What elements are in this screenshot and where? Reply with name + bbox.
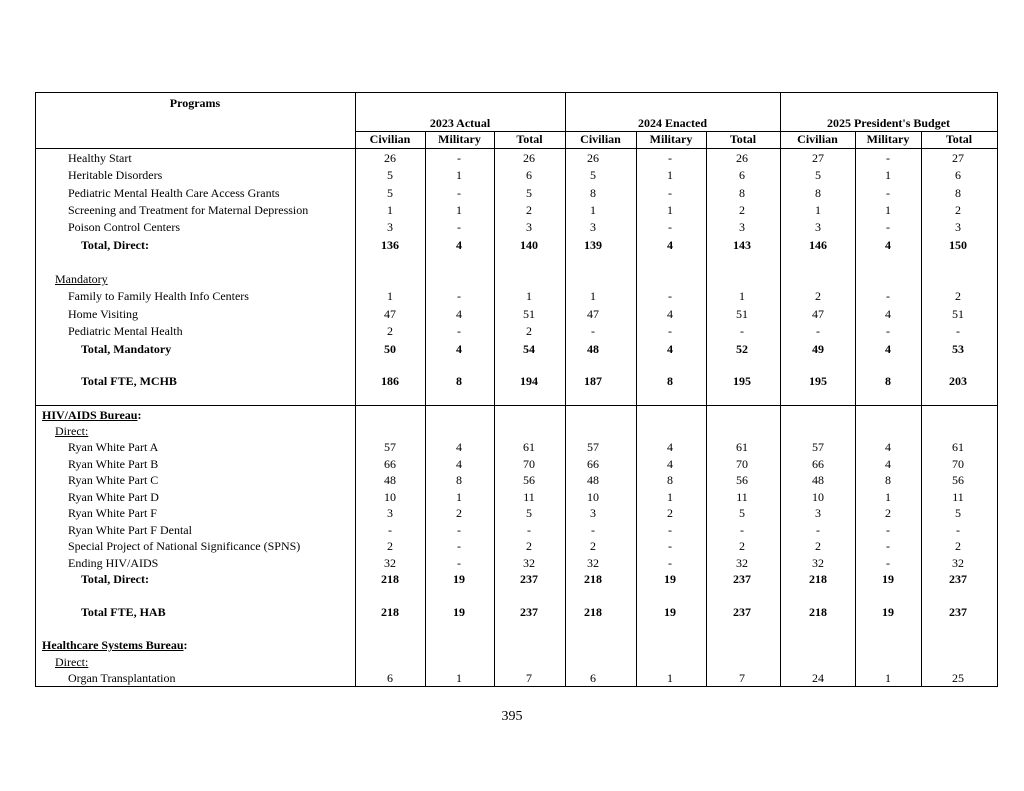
table-cell: 8 <box>885 374 891 388</box>
table-cell: 6 <box>526 168 532 182</box>
table-cell: 3 <box>815 506 821 520</box>
table-cell: - <box>956 523 960 537</box>
table-cell: 1 <box>526 289 532 303</box>
table-cell: 2 <box>387 539 393 553</box>
table-cell: 51 <box>736 307 748 321</box>
table-cell: 61 <box>523 440 535 454</box>
table-cell: - <box>668 523 672 537</box>
table-cell: 5 <box>815 168 821 182</box>
table-cell: - <box>457 151 461 165</box>
table-cell: 10 <box>812 490 824 504</box>
table-cell: 7 <box>526 671 532 685</box>
table-cell: 4 <box>667 307 673 321</box>
table-cell: - <box>816 523 820 537</box>
table-cell: 7 <box>739 671 745 685</box>
section-separator-rule <box>35 405 997 406</box>
table-cell: 8 <box>456 374 462 388</box>
table-cell: 48 <box>812 473 824 487</box>
table-cell: 4 <box>456 342 462 356</box>
table-cell: 4 <box>885 457 891 471</box>
table-cell: 1 <box>885 671 891 685</box>
table-border-left <box>35 92 36 686</box>
table-cell: 237 <box>949 605 967 619</box>
bureau-heading: Healthcare Systems Bureau: <box>42 638 188 652</box>
table-cell: 1 <box>885 168 891 182</box>
table-cell: 4 <box>885 307 891 321</box>
table-cell: 48 <box>587 473 599 487</box>
table-cell: 2 <box>739 539 745 553</box>
table-cell: 3 <box>739 220 745 234</box>
table-cell: 4 <box>667 238 673 252</box>
table-cell: 1 <box>456 671 462 685</box>
group-header: 2023 Actual <box>429 116 491 130</box>
table-cell: 2 <box>955 203 961 217</box>
table-cell: 6 <box>739 168 745 182</box>
table-cell: 3 <box>955 220 961 234</box>
table-cell: 8 <box>885 473 891 487</box>
section-label: Mandatory <box>55 272 108 286</box>
bureau-name: Healthcare Systems Bureau <box>42 638 184 652</box>
table-cell: 19 <box>664 572 676 586</box>
table-cell: 27 <box>952 151 964 165</box>
subcolumn-header: Civilian <box>797 132 838 146</box>
table-border-right <box>997 92 998 686</box>
group-divider-1 <box>565 92 566 686</box>
table-cell: 1 <box>590 289 596 303</box>
table-cell: 1 <box>387 289 393 303</box>
table-cell: 26 <box>587 151 599 165</box>
table-cell: 1 <box>885 203 891 217</box>
table-cell: 3 <box>815 220 821 234</box>
row-label: Poison Control Centers <box>68 220 181 234</box>
table-cell: 1 <box>387 203 393 217</box>
bureau-heading: HIV/AIDS Bureau: <box>42 408 142 422</box>
table-cell: - <box>668 539 672 553</box>
table-cell: - <box>457 289 461 303</box>
table-cell: 218 <box>584 572 602 586</box>
section-label: Direct: <box>55 655 89 669</box>
row-label: Pediatric Mental Health Care Access Grants <box>68 186 280 200</box>
table-cell: - <box>388 523 392 537</box>
table-cell: 3 <box>590 506 596 520</box>
table-cell: 237 <box>520 572 538 586</box>
table-cell: 1 <box>456 490 462 504</box>
table-cell: 50 <box>384 342 396 356</box>
table-cell: - <box>527 523 531 537</box>
row-label: Ryan White Part F <box>68 506 157 520</box>
table-cell: 218 <box>809 572 827 586</box>
table-cell: - <box>886 289 890 303</box>
table-cell: 4 <box>456 440 462 454</box>
subcolumn-header: Civilian <box>369 132 411 146</box>
table-cell: 5 <box>739 506 745 520</box>
table-cell: 1 <box>885 490 891 504</box>
header-bottom-rule <box>35 148 997 149</box>
table-cell: - <box>886 523 890 537</box>
table-cell: 19 <box>453 605 465 619</box>
table-cell: 143 <box>733 238 751 252</box>
table-cell: 8 <box>667 374 673 388</box>
table-cell: 32 <box>523 556 535 570</box>
table-cell: 19 <box>664 605 676 619</box>
table-cell: 237 <box>949 572 967 586</box>
table-cell: 8 <box>590 186 596 200</box>
table-cell: - <box>591 523 595 537</box>
table-cell: 4 <box>456 307 462 321</box>
subcolumn-header: Total <box>945 132 973 146</box>
table-cell: 25 <box>952 671 964 685</box>
table-cell: 57 <box>812 440 824 454</box>
table-cell: 49 <box>812 342 824 356</box>
column-divider-0 <box>425 131 426 686</box>
table-cell: - <box>886 556 890 570</box>
column-divider-2 <box>636 131 637 686</box>
table-cell: 1 <box>590 203 596 217</box>
table-cell: 195 <box>809 374 827 388</box>
table-cell: 203 <box>949 374 967 388</box>
table-cell: - <box>591 324 595 338</box>
table-cell: 2 <box>387 324 393 338</box>
table-cell: 66 <box>384 457 396 471</box>
table-cell: 11 <box>523 490 535 504</box>
table-cell: 2 <box>739 203 745 217</box>
table-cell: 3 <box>387 506 393 520</box>
table-cell: 26 <box>384 151 396 165</box>
table-cell: 1 <box>667 168 673 182</box>
row-label: Total, Direct: <box>81 238 149 252</box>
group-divider-0 <box>355 92 356 686</box>
table-cell: 139 <box>584 238 602 252</box>
table-cell: - <box>668 556 672 570</box>
table-cell: 1 <box>667 671 673 685</box>
subcolumn-header: Military <box>866 132 910 146</box>
table-cell: 5 <box>387 168 393 182</box>
table-cell: 19 <box>882 572 894 586</box>
table-cell: 8 <box>667 473 673 487</box>
table-cell: 24 <box>812 671 824 685</box>
table-cell: 2 <box>885 506 891 520</box>
table-cell: 51 <box>523 307 535 321</box>
table-cell: 140 <box>520 238 538 252</box>
table-cell: 5 <box>526 506 532 520</box>
table-cell: - <box>668 151 672 165</box>
table-cell: 70 <box>523 457 535 471</box>
table-cell: 2 <box>815 289 821 303</box>
row-label: Ryan White Part A <box>68 440 159 454</box>
table-cell: 1 <box>667 490 673 504</box>
page-number: 395 <box>501 709 523 724</box>
table-cell: 218 <box>381 572 399 586</box>
table-cell: 26 <box>736 151 748 165</box>
row-label: Special Project of National Significance (SPNS) <box>68 539 301 553</box>
group-header: 2025 President's Budget <box>826 116 951 130</box>
row-label: Ryan White Part B <box>68 457 159 471</box>
table-cell: - <box>457 186 461 200</box>
table-cell: 2 <box>526 203 532 217</box>
row-label: Total, Direct: <box>81 572 149 586</box>
table-cell: 150 <box>949 238 967 252</box>
subcolumn-header: Military <box>438 132 481 146</box>
table-cell: 3 <box>590 220 596 234</box>
row-label: Ryan White Part C <box>68 473 159 487</box>
table-cell: - <box>740 523 744 537</box>
table-cell: 1 <box>456 203 462 217</box>
table-cell: 3 <box>526 220 532 234</box>
row-label: Ryan White Part D <box>68 490 159 504</box>
column-divider-3 <box>706 131 707 686</box>
subcolumn-header: Civilian <box>580 132 621 146</box>
table-cell: 1 <box>815 203 821 217</box>
table-cell: 5 <box>526 186 532 200</box>
table-cell: - <box>457 539 461 553</box>
group-divider-2 <box>780 92 781 686</box>
table-cell: 5 <box>955 506 961 520</box>
table-cell: 61 <box>952 440 964 454</box>
table-cell: 237 <box>520 605 538 619</box>
table-cell: 237 <box>733 572 751 586</box>
table-cell: 32 <box>736 556 748 570</box>
table-cell: 26 <box>523 151 535 165</box>
row-label: Home Visiting <box>68 307 139 321</box>
table-cell: 48 <box>384 473 396 487</box>
table-cell: 4 <box>456 238 462 252</box>
table-cell: - <box>886 151 890 165</box>
subcolumn-header: Total <box>729 132 757 146</box>
table-cell: 3 <box>387 220 393 234</box>
table-cell: 195 <box>733 374 751 388</box>
table-cell: 54 <box>523 342 535 356</box>
table-cell: 32 <box>812 556 824 570</box>
table-cell: 47 <box>812 307 824 321</box>
table-cell: 53 <box>952 342 964 356</box>
column-divider-1 <box>494 131 495 686</box>
row-label: Total, Mandatory <box>81 342 172 356</box>
table-cell: 61 <box>736 440 748 454</box>
table-cell: 8 <box>815 186 821 200</box>
table-cell: - <box>740 324 744 338</box>
table-cell: 4 <box>885 440 891 454</box>
table-cell: - <box>816 324 820 338</box>
table-cell: 32 <box>952 556 964 570</box>
table-cell: 19 <box>882 605 894 619</box>
table-cell: 5 <box>387 186 393 200</box>
table-cell: 1 <box>739 289 745 303</box>
table-cell: 1 <box>456 168 462 182</box>
table-cell: 66 <box>812 457 824 471</box>
column-divider-4 <box>855 131 856 686</box>
table-cell: 4 <box>667 342 673 356</box>
row-label: Total FTE, MCHB <box>81 374 177 388</box>
table-cell: - <box>886 324 890 338</box>
table-cell: - <box>668 289 672 303</box>
table-cell: 2 <box>955 539 961 553</box>
table-cell: 19 <box>453 572 465 586</box>
table-cell: 5 <box>590 168 596 182</box>
table-cell: 66 <box>587 457 599 471</box>
table-cell: 51 <box>952 307 964 321</box>
table-cell: 10 <box>587 490 599 504</box>
table-cell: - <box>956 324 960 338</box>
table-cell: 56 <box>523 473 535 487</box>
row-label: Healthy Start <box>68 151 132 165</box>
table-cell: 2 <box>667 506 673 520</box>
table-cell: 194 <box>520 374 538 388</box>
table-cell: 2 <box>526 539 532 553</box>
table-cell: - <box>457 556 461 570</box>
table-cell: 10 <box>384 490 396 504</box>
table-cell: 32 <box>587 556 599 570</box>
table-cell: 4 <box>885 342 891 356</box>
column-divider-5 <box>921 131 922 686</box>
table-cell: 6 <box>387 671 393 685</box>
table-cell: 57 <box>384 440 396 454</box>
table-cell: 1 <box>667 203 673 217</box>
table-cell: 2 <box>815 539 821 553</box>
subcolumn-header: Military <box>649 132 693 146</box>
table-cell: 136 <box>381 238 399 252</box>
table-cell: 2 <box>526 324 532 338</box>
table-cell: 218 <box>809 605 827 619</box>
table-border-top <box>35 92 998 93</box>
table-cell: 56 <box>736 473 748 487</box>
row-label: Heritable Disorders <box>68 168 163 182</box>
table-cell: - <box>886 186 890 200</box>
table-cell: 47 <box>587 307 599 321</box>
table-cell: 70 <box>736 457 748 471</box>
row-label: Total FTE, HAB <box>81 605 166 619</box>
table-cell: - <box>886 539 890 553</box>
table-cell: 8 <box>955 186 961 200</box>
bureau-name: HIV/AIDS Bureau <box>42 408 138 422</box>
table-cell: 187 <box>584 374 602 388</box>
table-cell: 146 <box>809 238 827 252</box>
table-cell: 6 <box>955 168 961 182</box>
table-cell: 48 <box>587 342 599 356</box>
table-cell: 218 <box>584 605 602 619</box>
table-cell: 11 <box>952 490 964 504</box>
table-cell: - <box>457 523 461 537</box>
table-cell: 2 <box>590 539 596 553</box>
subcolumn-header: Total <box>516 132 543 146</box>
table-cell: 8 <box>456 473 462 487</box>
table-cell: 2 <box>456 506 462 520</box>
row-label: Screening and Treatment for Maternal Depression <box>68 203 309 217</box>
table-cell: 8 <box>739 186 745 200</box>
table-cell: 237 <box>733 605 751 619</box>
table-cell: 218 <box>381 605 399 619</box>
table-cell: 4 <box>885 238 891 252</box>
table-cell: 4 <box>456 457 462 471</box>
table-cell: 4 <box>667 440 673 454</box>
table-cell: - <box>457 220 461 234</box>
table-cell: 52 <box>736 342 748 356</box>
row-label: Ending HIV/AIDS <box>68 556 159 570</box>
row-label: Organ Transplantation <box>68 671 176 685</box>
table-border-bottom <box>35 686 998 687</box>
table-cell: 11 <box>736 490 748 504</box>
table-cell: 4 <box>667 457 673 471</box>
table-cell: 2 <box>955 289 961 303</box>
table-cell: 56 <box>952 473 964 487</box>
table-cell: 27 <box>812 151 824 165</box>
section-label: Direct: <box>55 424 89 438</box>
table-cell: - <box>668 220 672 234</box>
programs-header: Programs <box>169 96 221 110</box>
row-label: Family to Family Health Info Centers <box>68 289 249 303</box>
table-cell: - <box>668 186 672 200</box>
row-label: Pediatric Mental Health <box>68 324 183 338</box>
table-cell: 6 <box>590 671 596 685</box>
table-cell: - <box>457 324 461 338</box>
table-cell: 57 <box>587 440 599 454</box>
row-label: Ryan White Part F Dental <box>68 523 192 537</box>
table-cell: 186 <box>381 374 399 388</box>
group-header: 2024 Enacted <box>638 116 707 130</box>
table-cell: - <box>886 220 890 234</box>
table-cell: - <box>668 324 672 338</box>
table-cell: 32 <box>384 556 396 570</box>
table-cell: 70 <box>952 457 964 471</box>
table-cell: 47 <box>384 307 396 321</box>
